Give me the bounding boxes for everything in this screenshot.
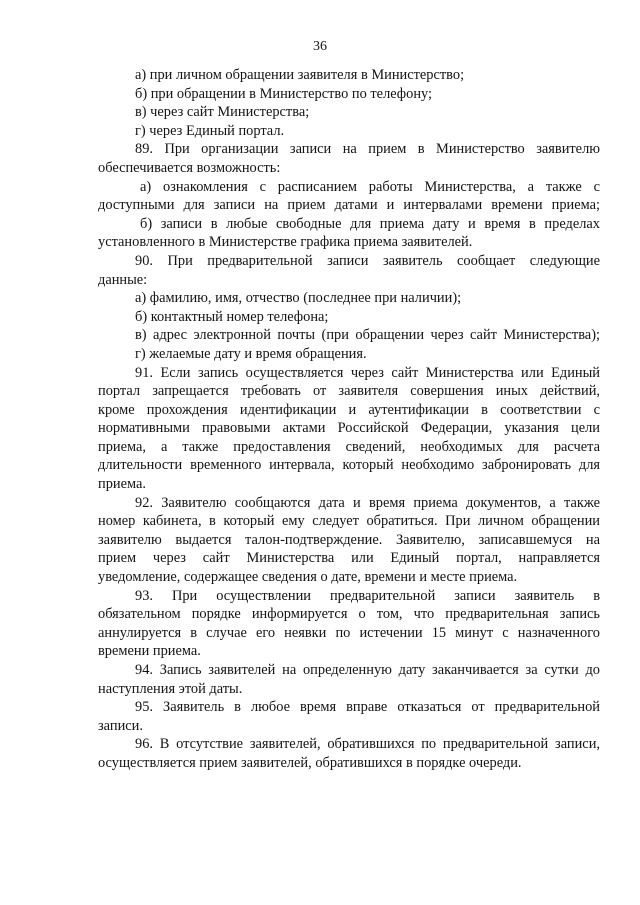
text-line: б) контактный номер телефона; [135,308,329,325]
text-line: в) адрес электронной почты (при обращении через сайт Министерства); [135,327,600,344]
text-line: приема. [98,476,146,493]
text-line: данные: [98,271,148,288]
text-line: 92. Заявителю сообщаются дата и время приема документов, а также [135,494,600,511]
text-line: 96. В отсутствие заявителей, обратившихся по предварительной записи, [135,736,600,753]
text-line: заявителю выдается талон-подтверждение. Заявителю, записавшемуся на [98,531,600,548]
text-line: а) ознакомления с расписанием работы Министерства, а также с [140,178,600,195]
text-line: номер кабинета, в который ему следует обратиться. При личном обращении [98,513,600,530]
text-line: нормативными правовыми актами Российской Федерации, указания цели [98,420,600,437]
text-line: 93. При осуществлении предварительной записи заявитель в [135,587,600,604]
text-line: 90. При предварительной записи заявитель сообщает следующие [135,252,600,269]
document-body [98,66,600,773]
text-line: 95. Заявитель в любое время вправе отказаться от предварительной [135,699,600,716]
text-line: уведомление, содержащее сведения о дате, времени и месте приема. [98,569,518,586]
text-line: осуществляется прием заявителей, обратившихся в порядке очереди. [98,754,522,771]
text-line: записи. [98,717,143,734]
page-number: 36 [313,39,327,54]
text-line: в) через сайт Министерства; [135,104,310,121]
text-line: портал запрещается требовать от заявителя совершения иных действий, [98,383,600,400]
text-line: обеспечивается возможность: [98,159,281,176]
text-line: доступными для записи на прием датами и интервалами времени приема; [98,197,600,214]
text-line: прием через сайт Министерства или Единый портал, направляется [98,550,600,567]
text-line: длительности временного интервала, который необходимо забронировать для [98,457,600,474]
text-line: наступления этой даты. [98,680,243,697]
text-line: а) при личном обращении заявителя в Министерство; [135,67,465,83]
text-line: кроме прохождения идентификации и аутентификации в соответствии с [98,401,600,418]
text-line: 94. Запись заявителей на определенную дату заканчивается за сутки до [135,662,600,678]
text-line: приема, а также предоставления сведений, необходимых для расчета [98,438,600,455]
text-line: 89. При организации записи на прием в Министерство заявителю [135,141,600,158]
text-line: установленного в Министерстве графика приема заявителей. [98,234,473,251]
text-line: аннулируется в случае его неявки по истечении 15 минут с назначенного [98,624,600,641]
text-line: г) через Единый портал. [135,122,285,139]
text-line: обязательном порядке информируется о том, что предварительная запись [98,606,600,623]
text-line: 91. Если запись осуществляется через сайт Министерства или Единый [135,364,600,381]
text-line: б) при обращении в Министерство по телефону; [135,85,433,102]
text-line: б) записи в любые свободные для приема дату и время в пределах [140,215,600,232]
text-line: а) фамилию, имя, отчество (последнее при наличии); [135,290,462,307]
text-line: г) желаемые дату и время обращения. [135,345,367,362]
text-line: времени приема. [98,643,201,660]
